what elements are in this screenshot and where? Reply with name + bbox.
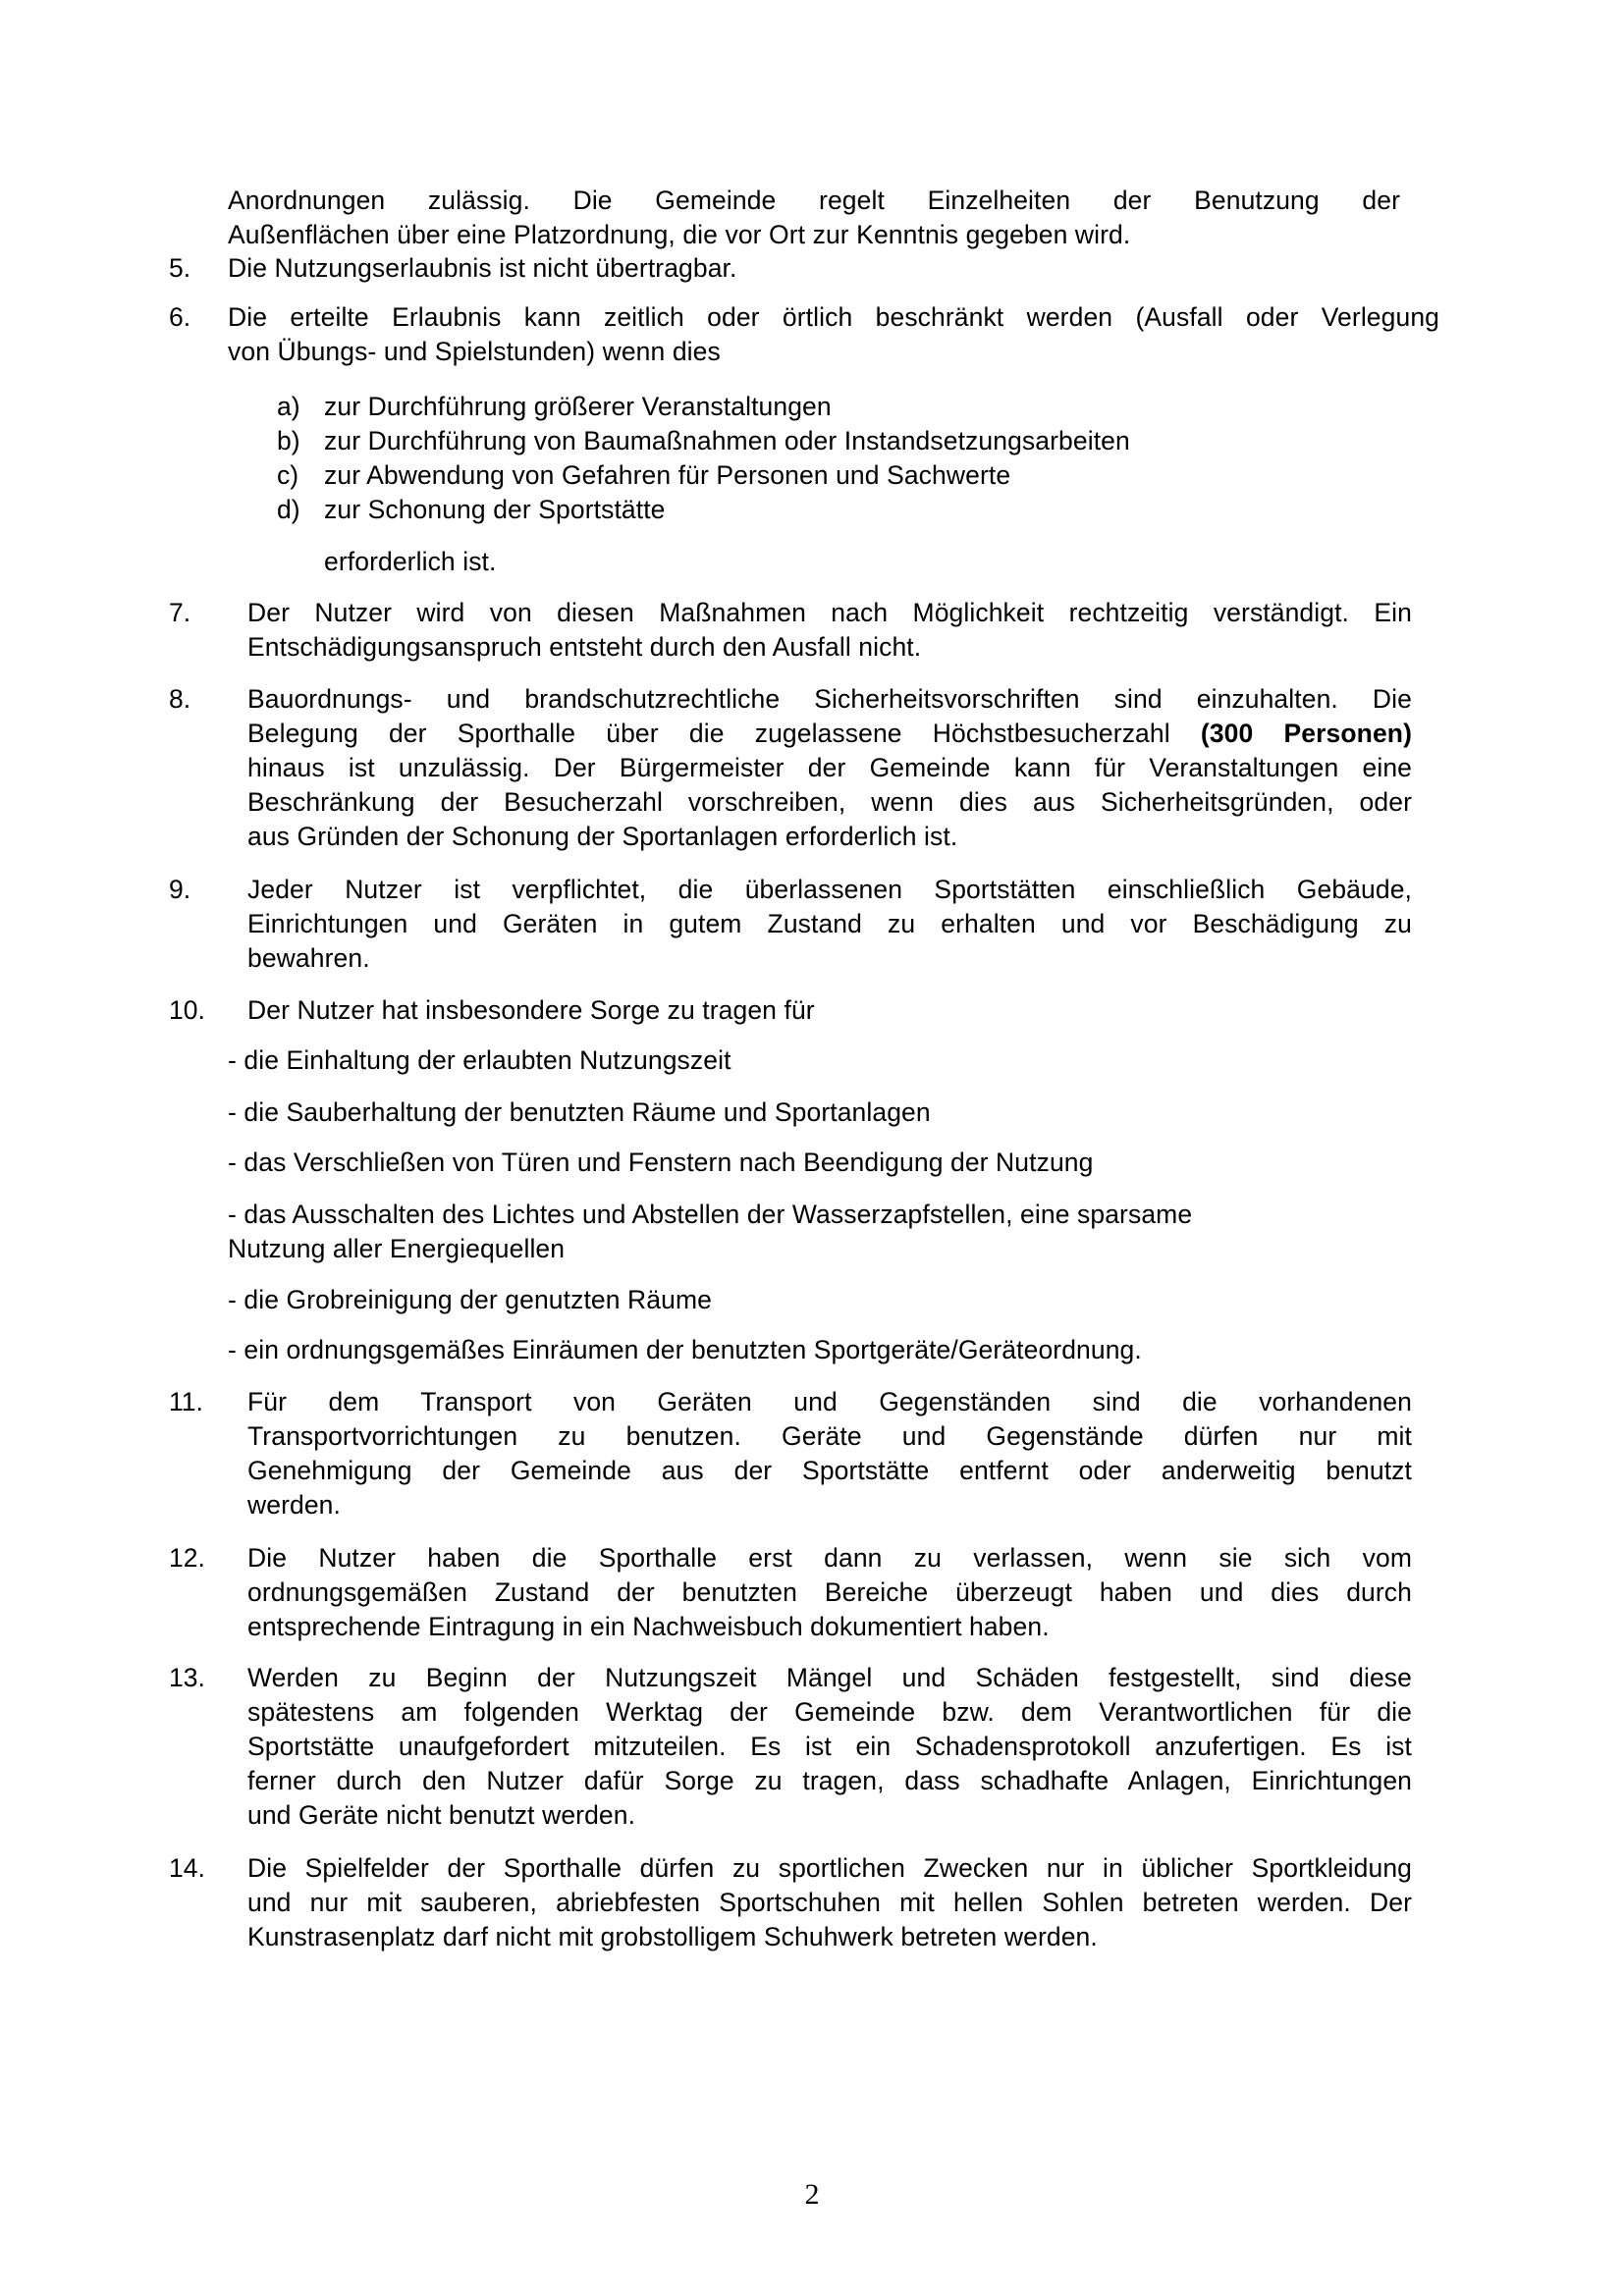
item-number: 6.: [169, 302, 191, 332]
paragraph-line: - die Sauberhaltung der benutzten Räume und Sportanlagen: [228, 1097, 931, 1127]
item-number: 7.: [169, 598, 191, 627]
item-11-text: [247, 1385, 1412, 1522]
sub-item-text: [324, 390, 832, 424]
paragraph-line: Außenflächen über eine Platzordnung, die vor Ort zur Kenntnis gegeben wird.: [228, 220, 1131, 249]
sub-item-letter: b): [277, 426, 300, 455]
paragraph-line: Einrichtungen und Geräten in gutem Zustand zu erhalten und vor Beschädigung zu: [247, 909, 1412, 938]
item-8-text: [247, 682, 1412, 854]
duty-item: [228, 1333, 1142, 1367]
duty-item: [228, 1043, 731, 1078]
paragraph-line: Der Nutzer wird von diesen Maßnahmen nach Möglichkeit rechtzeitig verständigt. Ein: [247, 598, 1412, 627]
paragraph-line: Entschädigungsanspruch entsteht durch den Ausfall nicht.: [247, 632, 922, 662]
item-number: 5.: [169, 253, 191, 283]
paragraph-line: Sportstätte unaufgefordert mitzuteilen. Es ist ein Schadensprotokoll anzufertigen. Es ist: [247, 1732, 1412, 1761]
paragraph-line: Jeder Nutzer ist verpflichtet, die überlassenen Sportstätten einschließlich Gebäude,: [247, 875, 1412, 904]
paragraph-line: Die Spielfelder der Sporthalle dürfen zu sportlichen Zwecken nur in üblicher Sportkleidung: [247, 1853, 1412, 1883]
max-visitors-bold: (300 Personen): [1200, 719, 1412, 748]
paragraph-line: hinaus ist unzulässig. Der Bürgermeister der Gemeinde kann für Veranstaltungen eine: [247, 753, 1412, 782]
paragraph-line: - das Verschließen von Türen und Fenstern nach Beendigung der Nutzung: [228, 1148, 1094, 1177]
paragraph-line: bewahren.: [247, 943, 370, 973]
item-10-text: [247, 993, 815, 1028]
item-number: 9.: [169, 875, 191, 904]
item-number: 11.: [169, 1387, 203, 1416]
paragraph-line: von Übungs- und Spielstunden) wenn dies: [228, 337, 721, 366]
paragraph-line: Die erteilte Erlaubnis kann zeitlich oder örtlich beschränkt werden (Ausfall oder Verlegung: [228, 302, 1439, 332]
paragraph-line: zur Durchführung größerer Veranstaltungen: [324, 392, 832, 421]
sub-item-text: [324, 458, 1010, 493]
paragraph-line: Die Nutzungserlaubnis ist nicht übertragbar.: [228, 253, 737, 283]
duty-item: [228, 1198, 1192, 1266]
paragraph-line: Nutzung aller Energiequellen: [228, 1234, 566, 1263]
item-number: 14.: [169, 1853, 205, 1883]
item-12-text: [247, 1541, 1412, 1644]
item-number: 12.: [169, 1543, 205, 1573]
paragraph-line: - die Grobreinigung der genutzten Räume: [228, 1285, 712, 1314]
line-text: Belegung der Sporthalle über die zugelassene Höchstbesucherzahl: [247, 719, 1170, 748]
paragraph-line: - ein ordnungsgemäßes Einräumen der benutzten Sportgeräte/Geräteordnung.: [228, 1335, 1142, 1364]
sub-item-text: [324, 424, 1130, 458]
paragraph-line: entsprechende Eintragung in ein Nachweisbuch dokumentiert haben.: [247, 1612, 1050, 1641]
paragraph-line: zur Abwendung von Gefahren für Personen und Sachwerte: [324, 460, 1011, 490]
paragraph-line: Kunstrasenplatz darf nicht mit grobstolligem Schuhwerk betreten werden.: [247, 1922, 1098, 1951]
paragraph-line: aus Gründen der Schonung der Sportanlagen erforderlich ist.: [247, 822, 958, 851]
paragraph-line: zur Durchführung von Baumaßnahmen oder Instandsetzungsarbeiten: [324, 426, 1130, 455]
paragraph-line: Werden zu Beginn der Nutzungszeit Mängel und Schäden festgestellt, sind diese: [247, 1663, 1412, 1692]
paragraph-line: Für dem Transport von Geräten und Gegenständen sind die vorhandenen: [247, 1387, 1412, 1416]
item-6-text: [228, 300, 1439, 369]
paragraph-line: - das Ausschalten des Lichtes und Abstellen der Wasserzapfstellen, eine sparsame: [228, 1200, 1193, 1229]
paragraph-line: und nur mit sauberen, abriebfesten Sportschuhen mit hellen Sohlen betreten werden. Der: [247, 1888, 1412, 1917]
paragraph-line: Genehmigung der Gemeinde aus der Sportstätte entfernt oder anderweitig benutzt: [247, 1456, 1412, 1485]
paragraph-line: Transportvorrichtungen zu benutzen. Geräte und Gegenstände dürfen nur mit: [247, 1421, 1412, 1451]
item-14-text: [247, 1851, 1412, 1954]
duty-item: [228, 1283, 712, 1317]
paragraph-line: Beschränkung der Besucherzahl vorschreiben, wenn dies aus Sicherheitsgründen, oder: [247, 787, 1412, 817]
paragraph-line: Bauordnungs- und brandschutzrechtliche Sicherheitsvorschriften sind einzuhalten. Die: [247, 684, 1412, 714]
item-number: 8.: [169, 684, 191, 714]
item-number: 10.: [169, 995, 205, 1025]
item-9-text: [247, 873, 1412, 976]
sub-item-letter: a): [277, 392, 300, 421]
paragraph-line: ferner durch den Nutzer dafür Sorge zu tragen, dass schadhafte Anlagen, Einrichtungen: [247, 1766, 1412, 1795]
paragraph-line: Die Nutzer haben die Sporthalle erst dann zu verlassen, wenn sie sich vom: [247, 1543, 1412, 1573]
paragraph-line: ordnungsgemäßen Zustand der benutzten Bereiche überzeugt haben und dies durch: [247, 1577, 1412, 1607]
page-number: 2: [804, 2178, 820, 2211]
duty-item: [228, 1095, 931, 1130]
intro-paragraph: [228, 184, 1400, 252]
sub-item-text: [324, 493, 666, 527]
duty-item: [228, 1146, 1093, 1180]
paragraph-line: - die Einhaltung der erlaubten Nutzungszeit: [228, 1045, 731, 1075]
paragraph-line: [247, 717, 1412, 751]
item-13-text: [247, 1661, 1412, 1833]
paragraph-line: und Geräte nicht benutzt werden.: [247, 1800, 636, 1830]
paragraph-line: erforderlich ist.: [324, 547, 497, 576]
item-7-text: [247, 596, 1412, 665]
paragraph-line: spätestens am folgenden Werktag der Gemeinde bzw. dem Verantwortlichen für die: [247, 1697, 1412, 1727]
item-number: 13.: [169, 1663, 205, 1692]
sub-item-letter: c): [277, 460, 299, 490]
sub-item-letter: d): [277, 495, 300, 524]
paragraph-line: Der Nutzer hat insbesondere Sorge zu tragen für: [247, 995, 815, 1025]
paragraph-line: zur Schonung der Sportstätte: [324, 495, 666, 524]
paragraph-line: Anordnungen zulässig. Die Gemeinde regelt Einzelheiten der Benutzung der: [228, 186, 1400, 215]
item-5-text: [228, 251, 1439, 286]
paragraph-line: werden.: [247, 1490, 341, 1520]
sub-items-closing: [324, 545, 496, 579]
